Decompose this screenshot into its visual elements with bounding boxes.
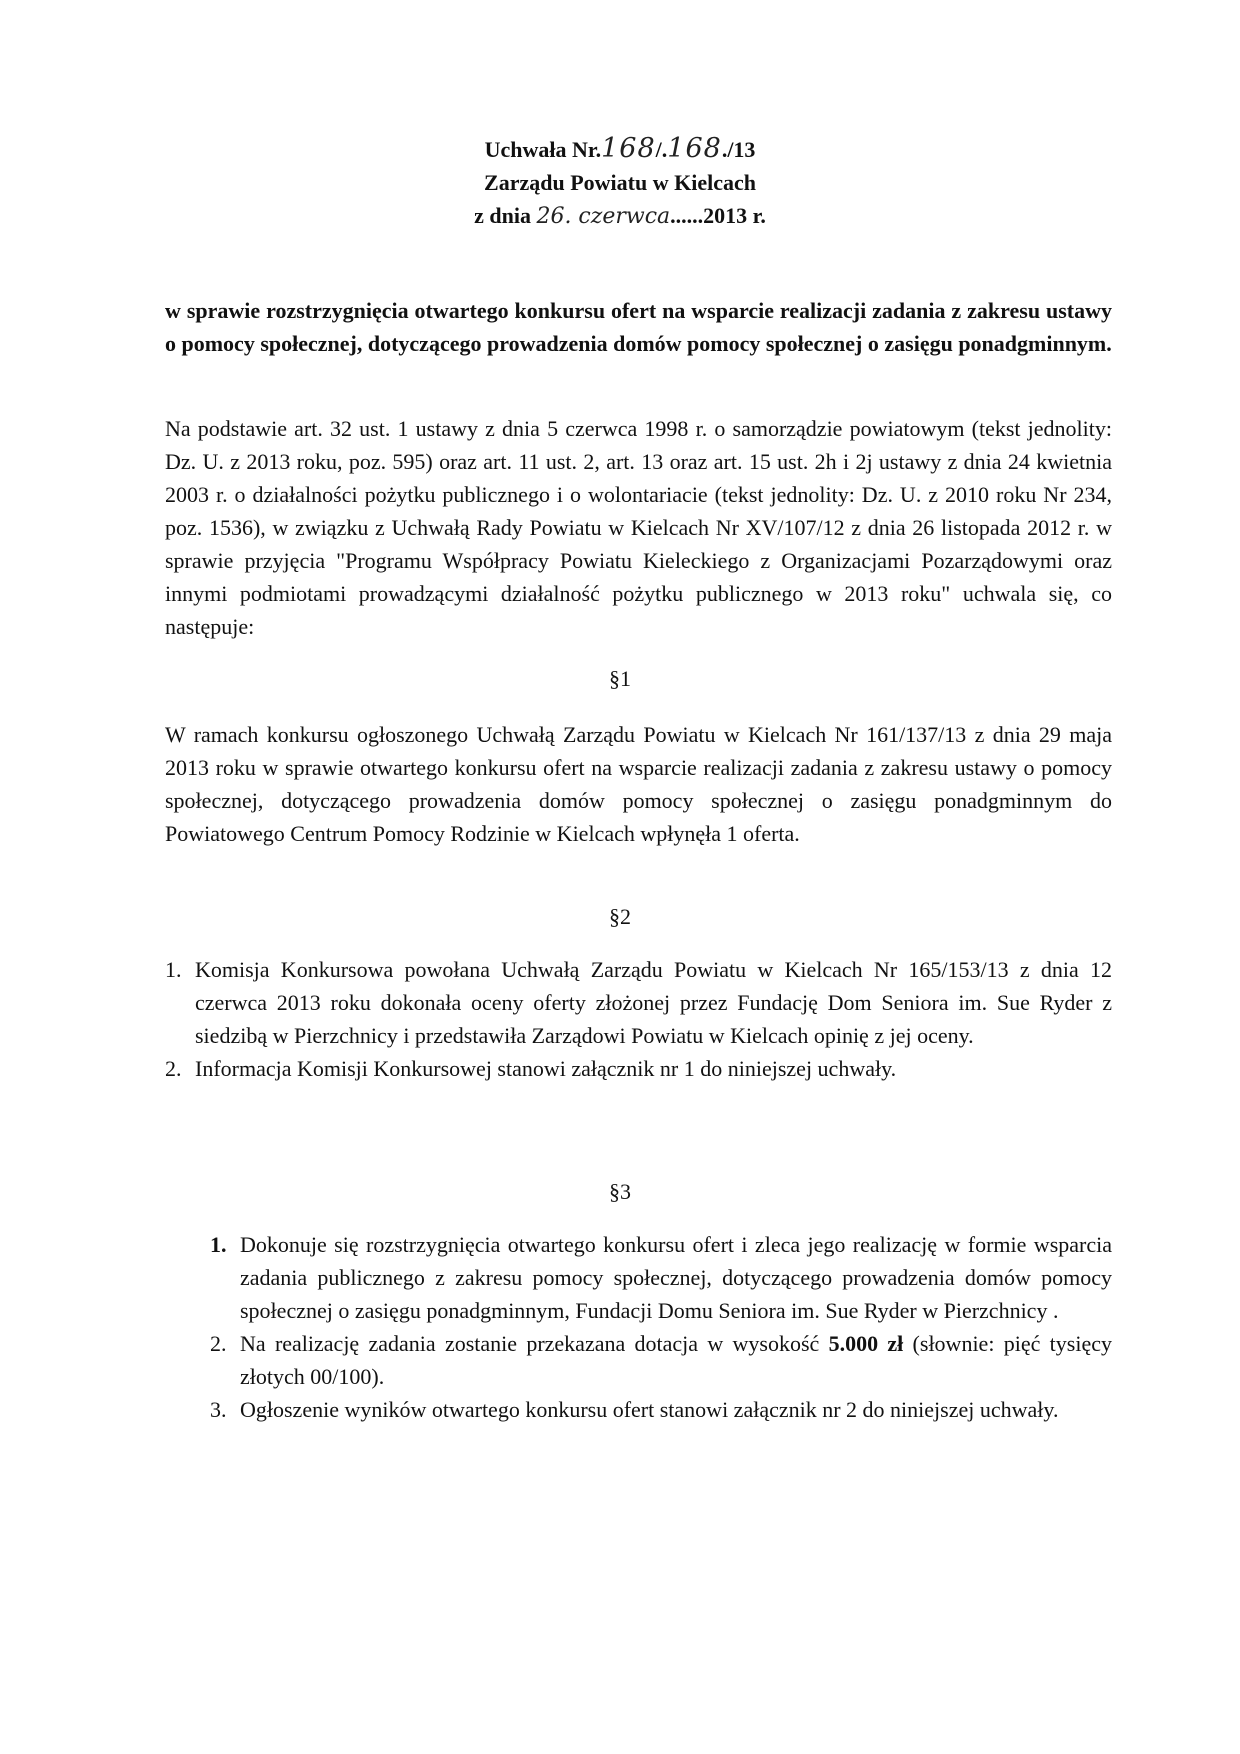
section-1-heading: §1 [609,666,631,691]
section-2-heading: §2 [609,904,631,929]
date-label: z dnia [474,203,537,228]
handwritten-number-b: 168 [667,133,722,164]
list-item-number: 1. [210,1232,227,1257]
list-item-text: Ogłoszenie wyników otwartego konkursu ofert stanowi załącznik nr 2 do niniejszej uchwały. [240,1397,1059,1422]
list-item-number: 1. [165,957,182,982]
resolution-date-line [0,199,1240,233]
list-item [210,1327,1112,1393]
section-2-list [165,953,1112,1085]
list-item-number: 2. [210,1331,227,1356]
issuing-body: Zarządu Powiatu w Kielcach [484,170,756,195]
list-item-text: (słownie: pięć tysięcy złotych 00/100). [240,1331,1112,1389]
list-item [210,1393,1112,1426]
list-item-number: 3. [210,1397,227,1422]
list-item [210,1228,1112,1327]
resolution-number-line [0,132,1240,166]
number-separator: /. [655,137,668,162]
date-year-suffix: ......2013 r. [670,203,766,228]
list-item-text: Na realizację zadania zostanie przekazana dotacja w wysokość [240,1331,829,1356]
resolution-number-label: Uchwała Nr. [484,137,602,162]
section-3-list [210,1228,1112,1426]
section-3-heading: §3 [609,1179,631,1204]
list-item-number: 2. [165,1056,182,1081]
legal-basis-preamble: Na podstawie art. 32 ust. 1 ustawy z dnia 5 czerwca 1998 r. o samorządzie powiatowym (tekst jednolity: Dz. U. z 2013 roku, poz. 595) oraz art. 11 ust. 2, art. 13 oraz art. 15 ust. 2h i 2j ustawy z dnia 24 kwietnia 2003 r. o działalności pożytku publicznego i o wolontariacie (tekst jednolity: Dz. U. z 2010 roku Nr 234, poz. 1536), w związku z Uchwałą Rady Powiatu w Kielcach Nr XV/107/12 z dnia 26 listopada 2012 r. w sprawie przyjęcia "Programu Współpracy Powiatu Kieleckiego z Organizacjami Pozarządowymi oraz innymi podmiotami prowadzącymi działalność pożytku publicznego w 2013 roku" uchwala się, co następuje: [165,416,1112,639]
resolution-subject: w sprawie rozstrzygnięcia otwartego konkursu ofert na wsparcie realizacji zadania z zakresu ustawy o pomocy społecznej, dotyczącego prowadzenia domów pomocy społecznej o zasięgu ponadgminnym. [165,298,1112,356]
list-item [165,1052,1112,1085]
list-item-text: Komisja Konkursowa powołana Uchwałą Zarządu Powiatu w Kielcach Nr 165/153/13 z dnia 12 czerwca 2013 roku dokonała oceny oferty złożonej przez Fundację Dom Seniora im. Sue Ryder z siedzibą w Pierzchnicy i przedstawiła Zarządowi Powiatu w Kielcach opinię z jej oceny. [195,957,1112,1048]
handwritten-date: 26. czerwca [536,204,671,229]
number-year-suffix: ./13 [721,137,756,162]
list-item-text: Dokonuje się rozstrzygnięcia otwartego konkursu ofert i zleca jego realizację w formie wsparcia zadania publicznego z zakresu pomocy społecznej, dotyczącego prowadzenia domów pomocy społecznej o zasięgu ponadgminnym, Fundacji Domu Seniora im. Sue Ryder w Pierzchnicy . [240,1232,1112,1323]
section-1-text: W ramach konkursu ogłoszonego Uchwałą Zarządu Powiatu w Kielcach Nr 161/137/13 z dnia 29 maja 2013 roku w sprawie otwartego konkursu ofert na wsparcie realizacji zadania z zakresu ustawy o pomocy społecznej, dotyczącego prowadzenia domów pomocy społecznej o zasięgu ponadgminnym do Powiatowego Centrum Pomocy Rodzinie w Kielcach wpłynęła 1 oferta. [165,722,1112,846]
list-item [165,953,1112,1052]
handwritten-number-a: 168 [601,133,656,164]
list-item-text: Informacja Komisji Konkursowej stanowi załącznik nr 1 do niniejszej uchwały. [195,1056,897,1081]
resolution-header [0,132,1240,233]
grant-amount: 5.000 zł [828,1331,904,1356]
